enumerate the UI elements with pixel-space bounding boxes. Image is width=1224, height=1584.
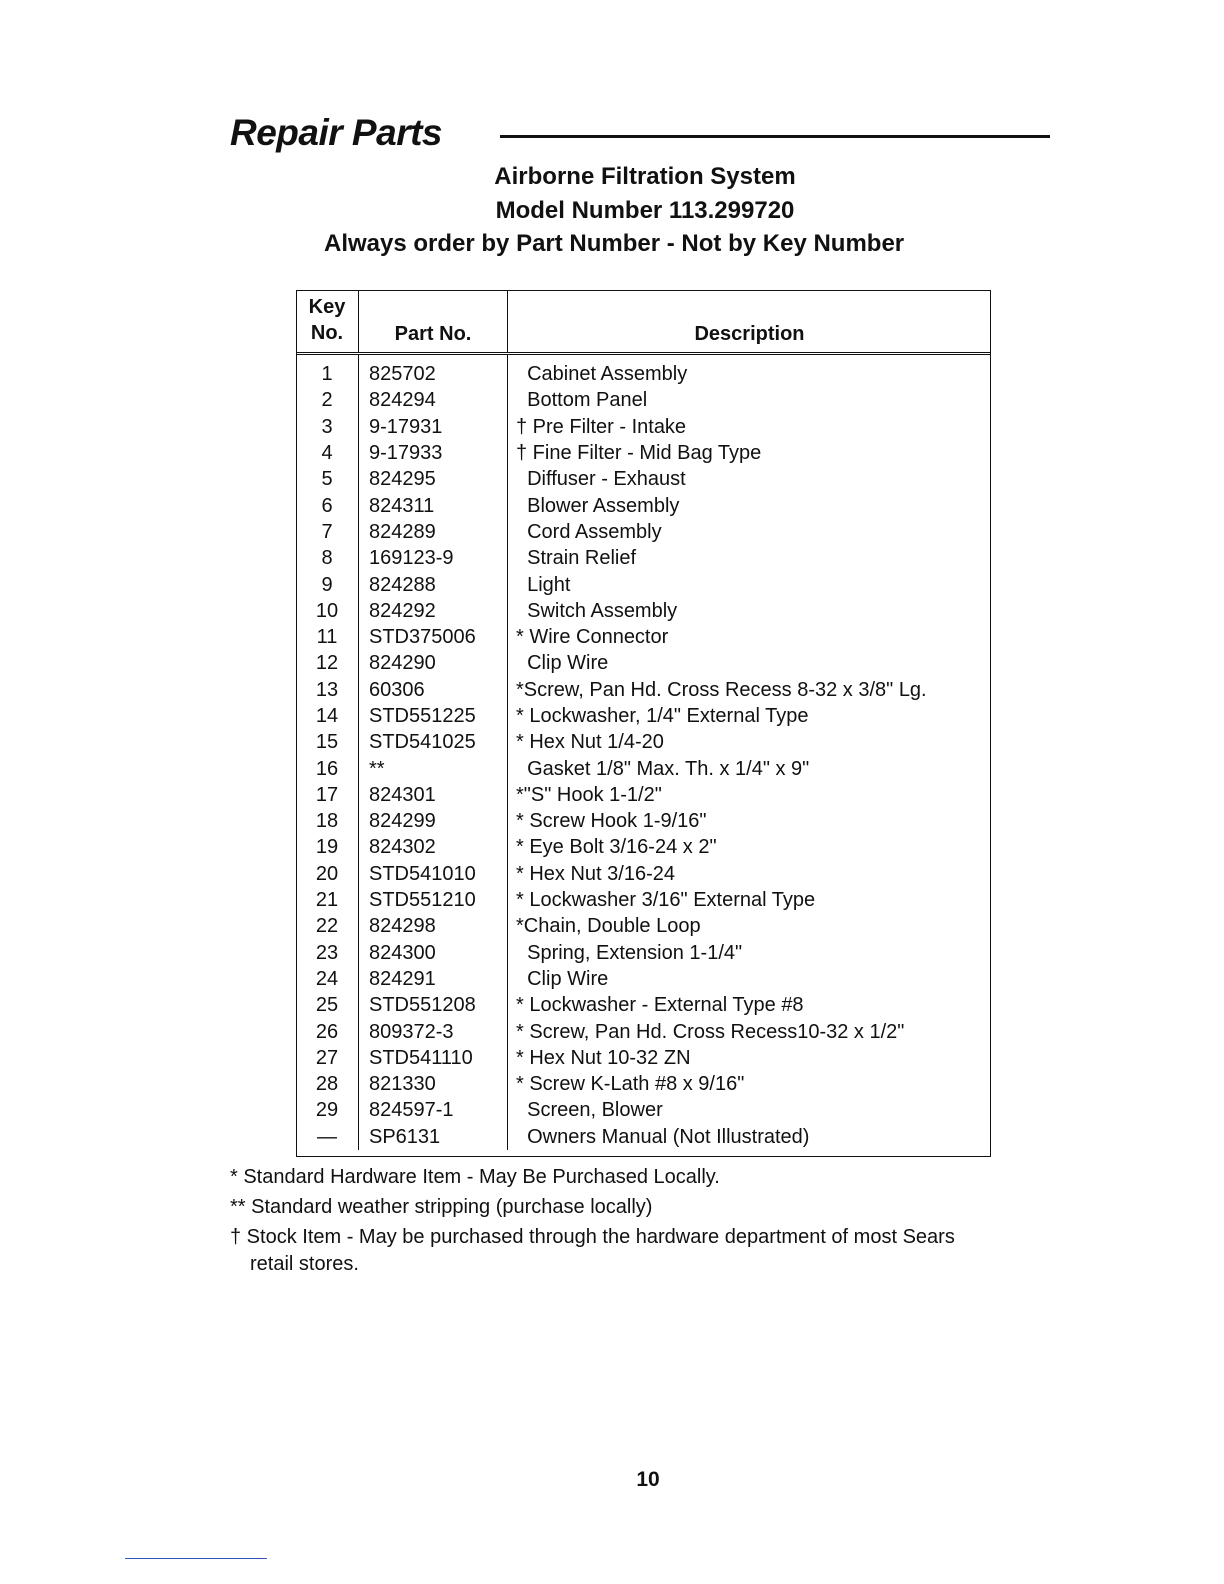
key-cell: 27 xyxy=(296,1045,359,1071)
table-row xyxy=(296,834,991,860)
description-cell: Switch Assembly xyxy=(516,599,678,622)
table-row xyxy=(296,782,991,808)
key-cell: 1 xyxy=(296,354,359,388)
key-cell: 29 xyxy=(296,1097,359,1123)
key-cell: 18 xyxy=(296,808,359,834)
table-row xyxy=(296,940,991,966)
description-cell: * Hex Nut 3/16-24 xyxy=(516,862,675,885)
key-cell: 22 xyxy=(296,913,359,939)
key-cell: 6 xyxy=(296,492,359,518)
key-cell: 5 xyxy=(296,466,359,492)
part-number-cell: 9-17931 xyxy=(359,414,508,440)
table-row xyxy=(296,1071,991,1097)
description-cell: Owners Manual (Not Illustrated) xyxy=(516,1125,810,1148)
key-cell: 15 xyxy=(296,729,359,755)
key-cell: 28 xyxy=(296,1071,359,1097)
table-row xyxy=(296,650,991,676)
part-number-cell: 824299 xyxy=(359,808,508,834)
part-number-cell: 825702 xyxy=(359,354,508,388)
part-number-cell: 809372-3 xyxy=(359,1018,508,1044)
part-number-cell: ** xyxy=(359,755,508,781)
part-number-cell: 824300 xyxy=(359,940,508,966)
product-name: Airborne Filtration System xyxy=(494,163,796,190)
description-cell: * Screw, Pan Hd. Cross Recess10-32 x 1/2" xyxy=(516,1020,905,1043)
part-number-cell: 824289 xyxy=(359,519,508,545)
part-number-cell: 821330 xyxy=(359,1071,508,1097)
column-description: Description xyxy=(508,290,992,354)
table-row xyxy=(296,887,991,913)
table-row xyxy=(296,861,991,887)
page-number: 10 xyxy=(636,1468,660,1491)
key-cell: 8 xyxy=(296,545,359,571)
description-cell: Clip Wire xyxy=(516,652,609,675)
part-number-cell: STD375006 xyxy=(359,624,508,650)
key-cell: 26 xyxy=(296,1018,359,1044)
description-cell: * Hex Nut 1/4-20 xyxy=(516,731,664,754)
part-number-cell: 824301 xyxy=(359,782,508,808)
key-cell: 20 xyxy=(296,861,359,887)
column-part-number: Part No. xyxy=(359,290,508,354)
key-cell: 10 xyxy=(296,598,359,624)
key-cell: 7 xyxy=(296,519,359,545)
description-cell: Cabinet Assembly xyxy=(516,363,688,386)
footnote-dagger-continued: retail stores. xyxy=(250,1253,359,1275)
table-row xyxy=(296,598,991,624)
page-title: Repair Parts xyxy=(230,112,442,153)
table-row xyxy=(296,545,991,571)
key-cell: 16 xyxy=(296,755,359,781)
key-cell: — xyxy=(296,1124,359,1150)
description-cell: Cord Assembly xyxy=(516,520,662,543)
key-cell: 11 xyxy=(296,624,359,650)
part-number-cell: STD541010 xyxy=(359,861,508,887)
key-cell: 4 xyxy=(296,440,359,466)
key-cell: 24 xyxy=(296,966,359,992)
description-cell: Diffuser - Exhaust xyxy=(516,468,686,491)
table-row xyxy=(296,1124,991,1150)
description-cell: Clip Wire xyxy=(516,967,609,990)
description-cell: * Lockwasher 3/16" External Type xyxy=(516,889,816,912)
part-number-cell: SP6131 xyxy=(359,1124,508,1150)
key-cell: 21 xyxy=(296,887,359,913)
table-row xyxy=(296,354,991,388)
description-cell: † Pre Filter - Intake xyxy=(516,415,687,438)
description-cell: † Fine Filter - Mid Bag Type xyxy=(516,442,762,465)
table-row xyxy=(296,1097,991,1123)
description-cell: * Hex Nut 10-32 ZN xyxy=(516,1046,691,1069)
table-row xyxy=(296,755,991,781)
table-header-row xyxy=(296,290,991,354)
table-row xyxy=(296,703,991,729)
description-cell: *"S" Hook 1-1/2" xyxy=(516,783,662,806)
description-cell: * Screw Hook 1-9/16" xyxy=(516,810,707,833)
table-row xyxy=(296,677,991,703)
table-row xyxy=(296,519,991,545)
footnote-single-star: * Standard Hardware Item - May Be Purchased Locally. xyxy=(230,1166,720,1188)
table-row xyxy=(296,1045,991,1071)
part-number-cell: 824292 xyxy=(359,598,508,624)
part-number-cell: STD551210 xyxy=(359,887,508,913)
table-row xyxy=(296,387,991,413)
order-note: Always order by Part Number - Not by Key Number xyxy=(324,230,905,257)
description-cell: Light xyxy=(516,573,571,596)
table-row xyxy=(296,729,991,755)
description-cell: *Screw, Pan Hd. Cross Recess 8-32 x 3/8" Lg. xyxy=(516,678,927,701)
part-number-cell: 824298 xyxy=(359,913,508,939)
description-cell: Spring, Extension 1-1/4" xyxy=(516,941,743,964)
description-cell: * Lockwasher - External Type #8 xyxy=(516,994,804,1017)
table-row xyxy=(296,966,991,992)
key-cell: 9 xyxy=(296,571,359,597)
column-key: Key No. xyxy=(296,290,359,354)
table-row xyxy=(296,571,991,597)
part-number-cell: 824597-1 xyxy=(359,1097,508,1123)
table-row xyxy=(296,1018,991,1044)
description-cell: *Chain, Double Loop xyxy=(516,915,701,938)
key-cell: 19 xyxy=(296,834,359,860)
description-cell: * Lockwasher, 1/4" External Type xyxy=(516,705,809,727)
key-cell: 14 xyxy=(296,703,359,729)
description-cell: Gasket 1/8" Max. Th. x 1/4" x 9" xyxy=(516,757,810,780)
key-cell: 3 xyxy=(296,414,359,440)
table-row xyxy=(296,414,991,440)
key-cell: 2 xyxy=(296,387,359,413)
description-cell: Blower Assembly xyxy=(516,494,680,517)
table-row xyxy=(296,913,991,939)
table-row xyxy=(296,808,991,834)
table-row xyxy=(296,492,991,518)
footnote-dagger: † Stock Item - May be purchased through the hardware department of most Sears xyxy=(230,1226,955,1248)
part-number-cell: 824295 xyxy=(359,466,508,492)
part-number-cell: STD551225 xyxy=(359,703,508,729)
table-row xyxy=(296,992,991,1018)
key-cell: 23 xyxy=(296,940,359,966)
description-cell: Bottom Panel xyxy=(516,389,648,412)
part-number-cell: 824291 xyxy=(359,966,508,992)
description-cell: * Screw K-Lath #8 x 9/16" xyxy=(516,1073,745,1096)
part-number-cell: 824302 xyxy=(359,834,508,860)
key-cell: 25 xyxy=(296,992,359,1018)
part-number-cell: 60306 xyxy=(359,677,508,703)
key-cell: 13 xyxy=(296,677,359,703)
part-number-cell: STD551208 xyxy=(359,992,508,1018)
model-number: Model Number 113.299720 xyxy=(495,197,795,224)
key-cell: 17 xyxy=(296,782,359,808)
part-number-cell: 824311 xyxy=(359,492,508,518)
parts-table-body xyxy=(296,354,991,1150)
description-cell: Screen, Blower xyxy=(516,1099,663,1122)
part-number-cell: 9-17933 xyxy=(359,440,508,466)
table-row xyxy=(296,624,991,650)
part-number-cell: 169123-9 xyxy=(359,545,508,571)
footnote-double-star: ** Standard weather stripping (purchase locally) xyxy=(230,1196,653,1218)
description-cell: * Wire Connector xyxy=(516,626,669,649)
table-row xyxy=(296,466,991,492)
key-cell: 12 xyxy=(296,650,359,676)
part-number-cell: STD541110 xyxy=(359,1045,508,1071)
part-number-cell: 824290 xyxy=(359,650,508,676)
heading-rule xyxy=(500,135,1050,138)
description-cell: Strain Relief xyxy=(516,547,637,570)
bottom-rule xyxy=(125,1558,267,1559)
part-number-cell: STD541025 xyxy=(359,729,508,755)
footnotes xyxy=(230,1162,955,1276)
part-number-cell: 824294 xyxy=(359,387,508,413)
parts-table xyxy=(296,290,991,1150)
part-number-cell: 824288 xyxy=(359,571,508,597)
table-row xyxy=(296,440,991,466)
description-cell: * Eye Bolt 3/16-24 x 2" xyxy=(516,836,717,859)
